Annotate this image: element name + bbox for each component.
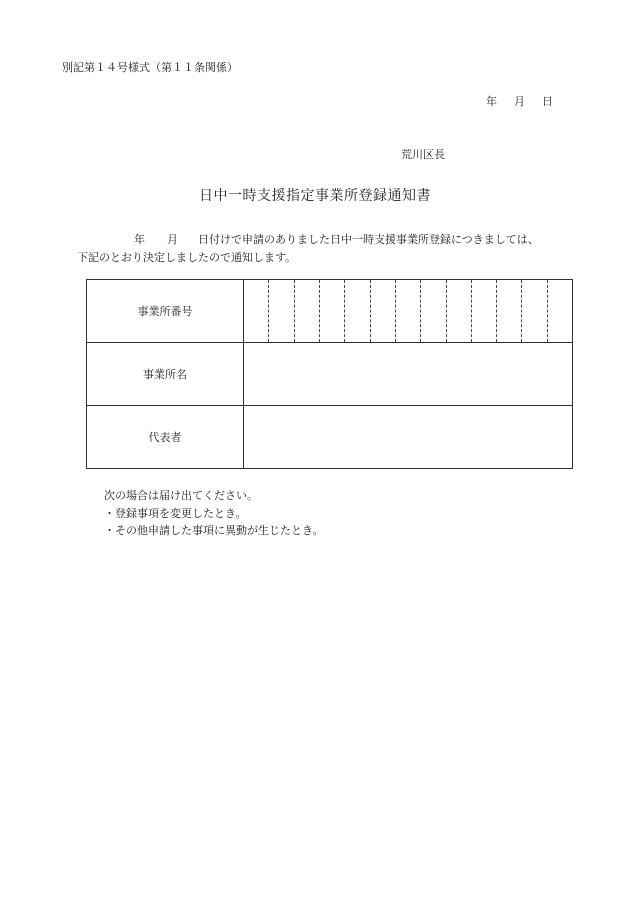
office-number-digit-boxes bbox=[244, 280, 573, 343]
office-number-digit-box bbox=[521, 280, 546, 342]
office-number-digit-box bbox=[268, 280, 293, 342]
notes-item: ・登録事項を変更したとき。 bbox=[104, 506, 247, 520]
table-row-office-number bbox=[87, 280, 573, 343]
date-day: 日 bbox=[542, 95, 553, 108]
body-year: 年 bbox=[134, 233, 145, 246]
notes-section bbox=[104, 487, 324, 540]
office-number-digit-box bbox=[319, 280, 344, 342]
document-title: 日中一時支援指定事業所登録通知書 bbox=[199, 188, 431, 204]
office-number-digit-box bbox=[446, 280, 471, 342]
registration-table bbox=[86, 279, 573, 469]
office-name-label: 事業所名 bbox=[87, 343, 244, 406]
notes-heading: 次の場合は届け出てください。 bbox=[104, 489, 258, 502]
body-month: 月 bbox=[167, 233, 178, 246]
body-text-line-2: 下記のとおり決定しましたので通知します。 bbox=[77, 251, 297, 264]
office-number-digit-box bbox=[244, 280, 268, 342]
office-number-digit-box bbox=[420, 280, 445, 342]
office-name-value bbox=[244, 343, 573, 406]
issuer-name: 荒川区長 bbox=[401, 148, 445, 161]
date-year: 年 bbox=[486, 95, 497, 108]
office-number-digit-box bbox=[294, 280, 319, 342]
date-month: 月 bbox=[514, 95, 525, 108]
office-number-label: 事業所番号 bbox=[87, 280, 244, 343]
table-row-representative bbox=[87, 406, 573, 469]
notes-item: ・その他申請した事項に異動が生じたとき。 bbox=[104, 524, 324, 537]
form-number-label: 別記第１４号様式（第１１条関係） bbox=[62, 61, 238, 74]
date-line bbox=[486, 93, 553, 109]
office-number-digit-box bbox=[395, 280, 420, 342]
office-number-digit-box bbox=[547, 280, 572, 342]
office-number-digit-box bbox=[370, 280, 395, 342]
representative-value bbox=[244, 406, 573, 469]
office-number-digit-box bbox=[471, 280, 496, 342]
table-row-office-name bbox=[87, 343, 573, 406]
office-number-digit-box bbox=[344, 280, 369, 342]
office-number-digit-box bbox=[496, 280, 521, 342]
digit-grid bbox=[244, 280, 572, 342]
body-text-line-1 bbox=[134, 231, 539, 247]
body-line1-rest: 日付けで申請のありました日中一時支援事業所登録につきましては、 bbox=[198, 233, 539, 246]
representative-label: 代表者 bbox=[87, 406, 244, 469]
